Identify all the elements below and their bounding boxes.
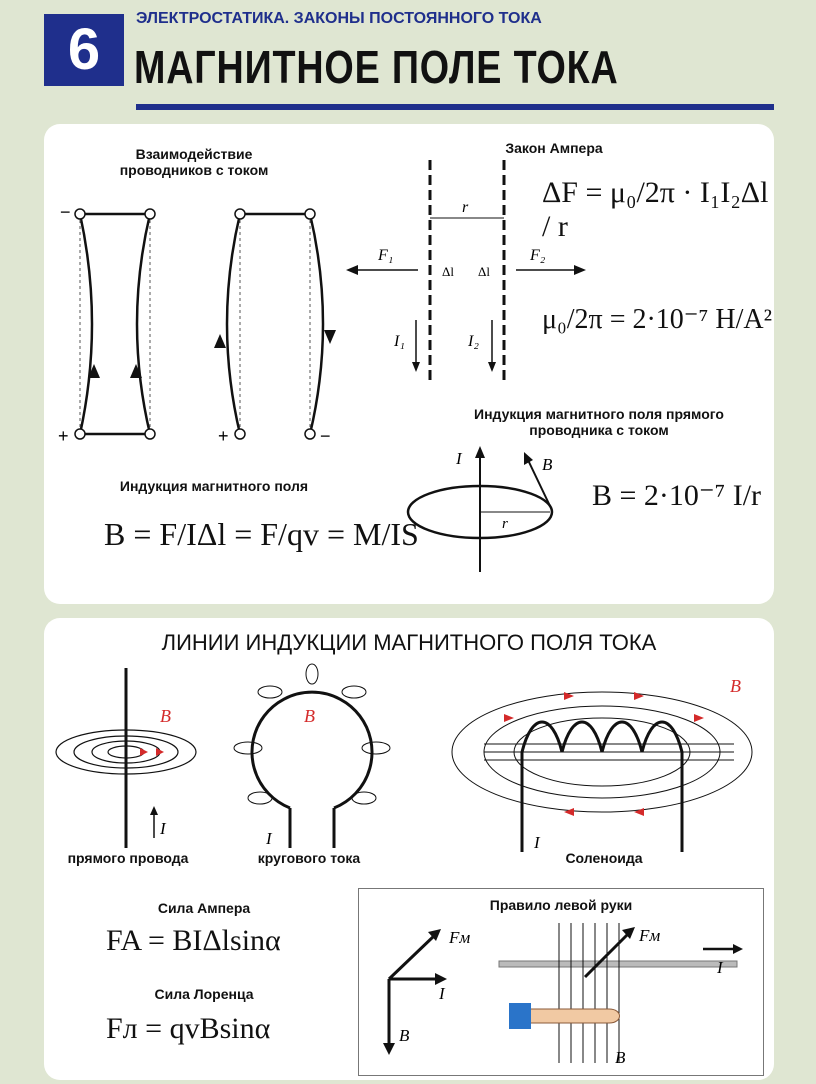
caption-wire: прямого провода	[67, 850, 189, 866]
straight-wire-diagram	[404, 444, 574, 594]
rule-label-B: B	[399, 1026, 410, 1045]
header-divider	[136, 104, 774, 110]
rule-label-I-2: I	[717, 958, 723, 977]
label-F2: F₂	[530, 247, 546, 264]
caption-solenoid: Соленоида	[565, 850, 643, 866]
label-B: B	[542, 455, 553, 474]
wire-label-I: I	[160, 819, 166, 838]
field-lines-title: ЛИНИИ ИНДУКЦИИ МАГНИТНОГО ПОЛЯ ТОКА	[161, 630, 657, 655]
solenoid-field-diagram	[444, 662, 764, 862]
minus-sign-2: −	[320, 426, 331, 446]
interaction-title: Взаимодействие проводников с током	[119, 146, 269, 178]
section-subtitle: ЭЛЕКТРОСТАТИКА. ЗАКОНЫ ПОСТОЯННОГО ТОКА	[136, 10, 542, 27]
caption-loop: кругового тока	[257, 850, 361, 866]
wire-field-diagram	[52, 668, 222, 858]
label-I1: I₁	[394, 333, 405, 350]
ampere-formula: ΔF = μ₀/2π · I₁I₂Δl / r	[542, 176, 769, 243]
label-F1: F₁	[378, 247, 394, 264]
label-dl-2: Δl	[478, 264, 490, 279]
rule-label-Fm: Fм	[449, 928, 471, 947]
straight-induction-title: Индукция магнитного поля прямого проводника с током	[474, 406, 724, 438]
label-I2: I₂	[468, 333, 479, 350]
label-r: r	[462, 199, 469, 216]
section-number: 6	[44, 14, 124, 86]
solenoid-label-I: I	[534, 833, 540, 852]
ampere-force-formula: FA = BIΔlsinα	[106, 924, 281, 957]
page-title: МАГНИТНОЕ ПОЛЕ ТОКА	[134, 41, 619, 93]
label-dl-1: Δl	[442, 264, 454, 279]
left-hand-diagram	[359, 913, 759, 1073]
loop-label-B: B	[304, 706, 315, 726]
loop-field-diagram	[230, 668, 410, 858]
loop-label-I: I	[266, 829, 272, 848]
plus-sign-2: +	[218, 426, 229, 446]
induction-formula: B = F/IΔl = F/qv = M/IS	[104, 516, 419, 552]
conductors-interaction-diagram	[54, 204, 374, 464]
rule-label-I: I	[439, 984, 445, 1003]
lorentz-formula: Fл = qvBsinα	[106, 1012, 271, 1045]
left-hand-title: Правило левой руки	[489, 897, 633, 913]
left-hand-rule-box	[358, 888, 764, 1076]
induction-title: Индукция магнитного поля	[119, 478, 309, 494]
mu-formula: μ₀/2π = 2·10⁻⁷ Н/А²	[542, 304, 772, 335]
lorentz-title: Сила Лоренца	[154, 986, 254, 1002]
rule-label-Fm-2: Fм	[639, 926, 661, 945]
label-r-2: r	[502, 516, 508, 532]
label-I: I	[456, 449, 462, 468]
ampere-law-title: Закон Ампера	[505, 140, 603, 156]
ampere-force-title: Сила Ампера	[157, 900, 251, 916]
wire-label-B: B	[160, 706, 171, 726]
panel-field-lines	[44, 618, 774, 1080]
minus-sign: −	[60, 202, 71, 222]
solenoid-label-B: B	[730, 676, 741, 696]
panel-ampere	[44, 124, 774, 604]
rule-label-B-2: B	[615, 1048, 626, 1067]
straight-formula: B = 2·10⁻⁷ I/r	[592, 479, 762, 512]
plus-sign: +	[58, 426, 69, 446]
